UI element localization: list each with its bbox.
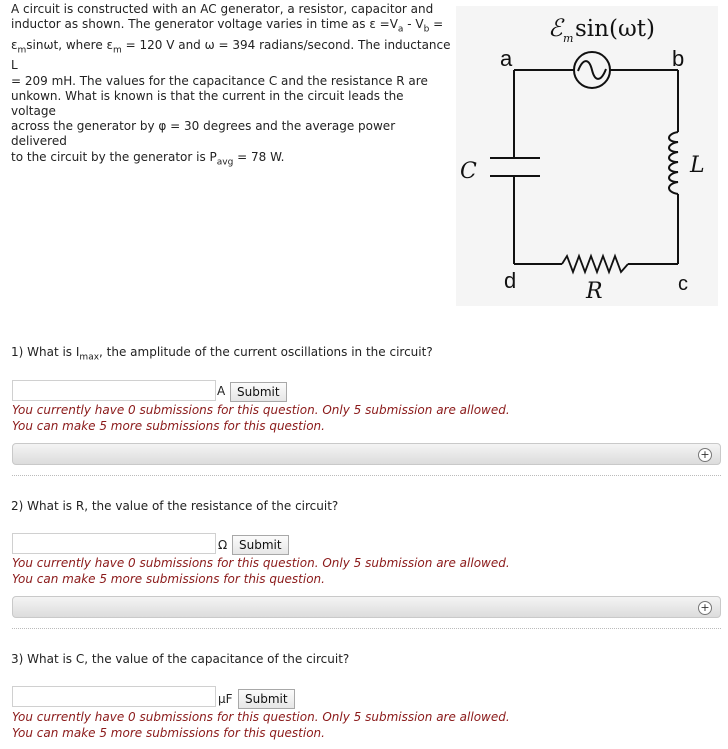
question-text: 1) What is I	[11, 345, 80, 359]
divider	[12, 628, 721, 629]
hint-bar-q1[interactable]	[12, 443, 721, 465]
emf-sub: m	[563, 32, 574, 45]
notice-line: You can make 5 more submissions for this question.	[12, 725, 325, 740]
intro-text: inductor as shown. The generator voltage varies in time as ε =V	[11, 17, 398, 32]
intro-line: across the generator by φ = 30 degrees and the average power delivered	[11, 119, 396, 149]
emf-function: sin(ωt)	[575, 16, 655, 42]
node-d-label: d	[504, 268, 517, 293]
intro-text: - V	[403, 17, 424, 32]
question-3-prompt: 3) What is C, the value of the capacitance of the circuit?	[11, 652, 350, 666]
circuit-diagram	[456, 6, 718, 306]
inductor-label: L	[690, 153, 705, 178]
unit-label-q2: Ω	[218, 538, 228, 552]
submit-button-q1[interactable]: Submit	[230, 382, 287, 402]
node-c-label: c	[678, 273, 688, 295]
notice-line: You currently have 0 submissions for this question. Only 5 submission are allowed.	[12, 710, 510, 724]
intro-sub: a	[397, 24, 404, 35]
intro-line	[11, 38, 451, 74]
intro-sub: m	[113, 45, 122, 56]
submit-button-q2[interactable]: Submit	[232, 535, 289, 555]
node-b-label: b	[672, 46, 685, 71]
problem-statement	[11, 2, 451, 170]
hint-bar-q2[interactable]	[12, 596, 721, 618]
capacitor-label: C	[460, 159, 477, 184]
intro-line	[11, 150, 451, 171]
submit-button-q3[interactable]: Submit	[238, 689, 295, 709]
expand-plus-icon[interactable]: +	[698, 601, 712, 615]
unit-label-q1: A	[217, 384, 226, 398]
submission-notice-q2	[12, 556, 510, 587]
divider	[12, 475, 721, 476]
inductor-coil-icon	[669, 132, 678, 194]
answer-input-q3[interactable]	[12, 686, 216, 707]
expand-plus-icon[interactable]: +	[698, 448, 712, 462]
intro-text: =	[429, 17, 444, 32]
question-2-prompt: 2) What is R, the value of the resistance of the circuit?	[11, 499, 339, 513]
emf-label: ℰ	[548, 14, 563, 42]
question-sub: max	[79, 352, 100, 363]
answer-input-q1[interactable]	[12, 380, 216, 401]
intro-line: unkown. What is known is that the current in the circuit leads the voltage	[11, 88, 404, 118]
intro-text: ε	[11, 37, 18, 52]
submission-notice-q1	[12, 403, 510, 434]
intro-sub: m	[17, 45, 27, 56]
intro-text: sinωt, where ε	[26, 37, 114, 52]
resistor-label: R	[586, 279, 603, 304]
notice-line: You currently have 0 submissions for this question. Only 5 submission are allowed.	[12, 556, 510, 570]
intro-text: = 120 V and ω = 394 radians/second. The inductance L	[11, 37, 451, 73]
intro-sub: b	[423, 24, 430, 35]
question-1-prompt	[11, 345, 433, 362]
intro-sub: avg	[216, 157, 234, 167]
notice-line: You can make 5 more submissions for this question.	[12, 418, 325, 433]
answer-input-q2[interactable]	[12, 533, 216, 554]
node-a-label: a	[500, 46, 513, 71]
unit-label-q3: μF	[218, 692, 233, 706]
resistor-zigzag-icon	[562, 256, 628, 272]
intro-line	[11, 17, 451, 38]
submission-notice-q3	[12, 710, 510, 741]
intro-line: A circuit is constructed with an AC generator, a resistor, capacitor and	[11, 2, 434, 16]
intro-text: = 78 W.	[233, 149, 285, 164]
question-text: , the amplitude of the current oscillations in the circuit?	[99, 345, 433, 359]
intro-line: = 209 mH. The values for the capacitance C and the resistance R are	[11, 73, 428, 88]
intro-text: to the circuit by the generator is P	[11, 149, 217, 164]
notice-line: You can make 5 more submissions for this question.	[12, 571, 325, 586]
circuit-svg	[456, 6, 718, 306]
notice-line: You currently have 0 submissions for this question. Only 5 submission are allowed.	[12, 403, 510, 417]
